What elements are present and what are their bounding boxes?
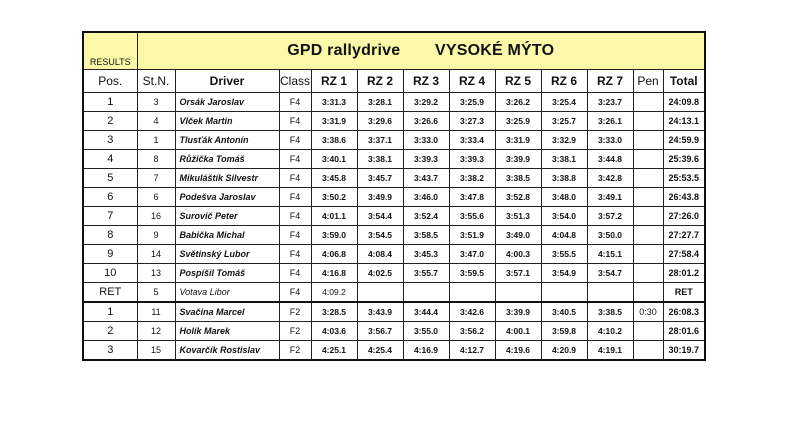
results-sheet xyxy=(82,31,704,361)
position-cell: 8 xyxy=(83,226,137,245)
table-row xyxy=(83,207,705,226)
stage-time-cell: 3:26.2 xyxy=(495,93,541,112)
penalty-cell xyxy=(633,283,663,303)
stage-time-cell: 3:55.5 xyxy=(541,245,587,264)
stage-time-cell: 3:38.1 xyxy=(541,150,587,169)
table-row xyxy=(83,264,705,283)
table-row xyxy=(83,150,705,169)
stage-time-cell: 3:50.2 xyxy=(311,188,357,207)
stage-time-cell: 3:59.8 xyxy=(541,322,587,341)
stage-time-cell: 3:55.6 xyxy=(449,207,495,226)
table-row xyxy=(83,283,705,303)
stage-time-cell xyxy=(357,283,403,303)
stage-time-cell: 4:01.1 xyxy=(311,207,357,226)
driver-cell: Mikuláštík Silvestr xyxy=(175,169,279,188)
start-number-cell: 5 xyxy=(137,283,175,303)
total-cell: 27:26.0 xyxy=(663,207,705,226)
stage-time-cell: 3:38.1 xyxy=(357,150,403,169)
position-cell: 2 xyxy=(83,112,137,131)
stage-time-cell: 3:57.1 xyxy=(495,264,541,283)
stage-time-cell: 3:38.2 xyxy=(449,169,495,188)
title-organizer: GPD rallydrive xyxy=(287,42,401,59)
table-row xyxy=(83,226,705,245)
penalty-cell xyxy=(633,188,663,207)
stage-time-cell: 3:29.2 xyxy=(403,93,449,112)
stage-time-cell xyxy=(495,283,541,303)
class-cell: F4 xyxy=(279,207,311,226)
stage-time-cell: 3:56.7 xyxy=(357,322,403,341)
stage-time-cell: 3:45.3 xyxy=(403,245,449,264)
penalty-cell xyxy=(633,112,663,131)
stage-time-cell: 3:33.0 xyxy=(403,131,449,150)
col-rz3: RZ 3 xyxy=(403,70,449,93)
stage-time-cell: 3:54.9 xyxy=(541,264,587,283)
start-number-cell: 1 xyxy=(137,131,175,150)
start-number-cell: 6 xyxy=(137,188,175,207)
total-cell: 28:01.2 xyxy=(663,264,705,283)
stage-time-cell: 4:25.1 xyxy=(311,341,357,361)
stage-time-cell: 3:38.6 xyxy=(311,131,357,150)
stage-time-cell: 3:43.7 xyxy=(403,169,449,188)
stage-time-cell: 3:25.7 xyxy=(541,112,587,131)
stage-time-cell: 3:38.5 xyxy=(587,302,633,322)
stage-time-cell xyxy=(403,283,449,303)
class-cell: F4 xyxy=(279,93,311,112)
penalty-cell xyxy=(633,131,663,150)
stage-time-cell: 3:45.8 xyxy=(311,169,357,188)
position-cell: 9 xyxy=(83,245,137,264)
total-cell: 26:08.3 xyxy=(663,302,705,322)
stage-time-cell: 3:46.0 xyxy=(403,188,449,207)
class-cell: F4 xyxy=(279,188,311,207)
penalty-cell xyxy=(633,322,663,341)
stage-time-cell: 3:31.3 xyxy=(311,93,357,112)
col-rz5: RZ 5 xyxy=(495,70,541,93)
stage-time-cell: 4:19.6 xyxy=(495,341,541,361)
table-row xyxy=(83,302,705,322)
stage-time-cell: 3:39.3 xyxy=(403,150,449,169)
table-row xyxy=(83,245,705,264)
driver-cell: Orsák Jaroslav xyxy=(175,93,279,112)
table-row xyxy=(83,188,705,207)
position-cell: 2 xyxy=(83,322,137,341)
stage-time-cell: 3:54.5 xyxy=(357,226,403,245)
penalty-cell xyxy=(633,93,663,112)
total-cell: 25:53.5 xyxy=(663,169,705,188)
position-cell: 6 xyxy=(83,188,137,207)
start-number-cell: 8 xyxy=(137,150,175,169)
stage-time-cell: 3:28.1 xyxy=(357,93,403,112)
penalty-cell xyxy=(633,150,663,169)
class-cell: F4 xyxy=(279,264,311,283)
class-cell: F4 xyxy=(279,131,311,150)
start-number-cell: 4 xyxy=(137,112,175,131)
driver-cell: Kovarčík Rostislav xyxy=(175,341,279,361)
class-cell: F4 xyxy=(279,169,311,188)
table-row xyxy=(83,169,705,188)
penalty-cell xyxy=(633,169,663,188)
class-cell: F4 xyxy=(279,245,311,264)
stage-time-cell: 3:25.9 xyxy=(449,93,495,112)
stage-time-cell: 4:03.6 xyxy=(311,322,357,341)
penalty-cell xyxy=(633,207,663,226)
stage-time-cell: 4:20.9 xyxy=(541,341,587,361)
stage-time-cell: 4:00.1 xyxy=(495,322,541,341)
col-rz6: RZ 6 xyxy=(541,70,587,93)
stage-time-cell: 4:04.8 xyxy=(541,226,587,245)
stage-time-cell: 3:57.2 xyxy=(587,207,633,226)
stage-time-cell: 3:39.9 xyxy=(495,302,541,322)
driver-cell: Votava Libor xyxy=(175,283,279,303)
stage-time-cell: 3:54.7 xyxy=(587,264,633,283)
driver-cell: Svačina Marcel xyxy=(175,302,279,322)
start-number-cell: 3 xyxy=(137,93,175,112)
penalty-cell xyxy=(633,341,663,361)
stage-time-cell: 4:16.8 xyxy=(311,264,357,283)
results-label: RESULTS xyxy=(83,32,137,70)
start-number-cell: 14 xyxy=(137,245,175,264)
stage-time-cell: 3:27.3 xyxy=(449,112,495,131)
title-row xyxy=(83,32,705,70)
stage-time-cell: 3:55.7 xyxy=(403,264,449,283)
stage-time-cell: 4:15.1 xyxy=(587,245,633,264)
stage-time-cell: 3:38.5 xyxy=(495,169,541,188)
stage-time-cell: 3:28.5 xyxy=(311,302,357,322)
table-row xyxy=(83,341,705,361)
table-row xyxy=(83,93,705,112)
stage-time-cell: 3:44.4 xyxy=(403,302,449,322)
total-cell: 26:43.8 xyxy=(663,188,705,207)
table-row xyxy=(83,131,705,150)
driver-cell: Pospíšil Tomáš xyxy=(175,264,279,283)
stage-time-cell: 3:54.4 xyxy=(357,207,403,226)
stage-time-cell: 3:29.6 xyxy=(357,112,403,131)
stage-time-cell: 3:50.0 xyxy=(587,226,633,245)
position-cell: 10 xyxy=(83,264,137,283)
column-header-row xyxy=(83,70,705,93)
driver-cell: Holík Marek xyxy=(175,322,279,341)
stage-time-cell: 3:42.6 xyxy=(449,302,495,322)
stage-time-cell: 4:08.4 xyxy=(357,245,403,264)
stage-time-cell: 3:47.8 xyxy=(449,188,495,207)
stage-time-cell: 3:45.7 xyxy=(357,169,403,188)
title-venue: VYSOKÉ MÝTO xyxy=(434,42,555,59)
stage-time-cell: 3:49.9 xyxy=(357,188,403,207)
class-cell: F4 xyxy=(279,112,311,131)
position-cell: 3 xyxy=(83,131,137,150)
total-cell: 24:13.1 xyxy=(663,112,705,131)
start-number-cell: 13 xyxy=(137,264,175,283)
stage-time-cell: 3:31.9 xyxy=(495,131,541,150)
class-cell: F2 xyxy=(279,322,311,341)
stage-time-cell: 4:10.2 xyxy=(587,322,633,341)
stage-time-cell: 3:52.4 xyxy=(403,207,449,226)
penalty-cell: 0:30 xyxy=(633,302,663,322)
start-number-cell: 11 xyxy=(137,302,175,322)
total-cell: 24:59.9 xyxy=(663,131,705,150)
stage-time-cell: 4:19.1 xyxy=(587,341,633,361)
driver-cell: Surovič Peter xyxy=(175,207,279,226)
stage-time-cell: 3:25.4 xyxy=(541,93,587,112)
total-cell: 27:58.4 xyxy=(663,245,705,264)
start-number-cell: 12 xyxy=(137,322,175,341)
total-cell: 24:09.8 xyxy=(663,93,705,112)
stage-time-cell: 3:51.3 xyxy=(495,207,541,226)
stage-time-cell: 3:37.1 xyxy=(357,131,403,150)
stage-time-cell: 3:33.4 xyxy=(449,131,495,150)
stage-time-cell: 4:09.2 xyxy=(311,283,357,303)
stage-time-cell: 3:47.0 xyxy=(449,245,495,264)
stage-time-cell: 3:51.9 xyxy=(449,226,495,245)
driver-cell: Vlček Martin xyxy=(175,112,279,131)
position-cell: 1 xyxy=(83,302,137,322)
stage-time-cell: 4:02.5 xyxy=(357,264,403,283)
col-total: Total xyxy=(663,70,705,93)
stage-time-cell: 3:40.1 xyxy=(311,150,357,169)
stage-time-cell: 3:32.9 xyxy=(541,131,587,150)
driver-cell: Tlusťák Antonín xyxy=(175,131,279,150)
driver-cell: Růžička Tomáš xyxy=(175,150,279,169)
driver-cell: Babička Michal xyxy=(175,226,279,245)
col-rz1: RZ 1 xyxy=(311,70,357,93)
col-rz7: RZ 7 xyxy=(587,70,633,93)
total-cell: 25:39.6 xyxy=(663,150,705,169)
total-cell: RET xyxy=(663,283,705,303)
stage-time-cell xyxy=(541,283,587,303)
position-cell: 3 xyxy=(83,341,137,361)
position-cell: 5 xyxy=(83,169,137,188)
stage-time-cell: 3:43.9 xyxy=(357,302,403,322)
penalty-cell xyxy=(633,264,663,283)
col-rz2: RZ 2 xyxy=(357,70,403,93)
class-cell: F2 xyxy=(279,302,311,322)
col-stn: St.N. xyxy=(137,70,175,93)
total-cell: 28:01.6 xyxy=(663,322,705,341)
stage-time-cell: 3:58.5 xyxy=(403,226,449,245)
start-number-cell: 9 xyxy=(137,226,175,245)
stage-time-cell: 3:39.9 xyxy=(495,150,541,169)
stage-time-cell: 3:38.8 xyxy=(541,169,587,188)
stage-time-cell: 4:16.9 xyxy=(403,341,449,361)
stage-time-cell: 3:31.9 xyxy=(311,112,357,131)
position-cell: RET xyxy=(83,283,137,303)
col-pen: Pen xyxy=(633,70,663,93)
class-cell: F4 xyxy=(279,150,311,169)
class-cell: F2 xyxy=(279,341,311,361)
total-cell: 30:19.7 xyxy=(663,341,705,361)
stage-time-cell: 3:59.0 xyxy=(311,226,357,245)
stage-time-cell: 3:56.2 xyxy=(449,322,495,341)
driver-cell: Podešva Jaroslav xyxy=(175,188,279,207)
start-number-cell: 7 xyxy=(137,169,175,188)
penalty-cell xyxy=(633,245,663,264)
total-cell: 27:27.7 xyxy=(663,226,705,245)
stage-time-cell: 3:49.0 xyxy=(495,226,541,245)
stage-time-cell: 3:33.0 xyxy=(587,131,633,150)
stage-time-cell: 3:54.0 xyxy=(541,207,587,226)
stage-time-cell: 3:55.0 xyxy=(403,322,449,341)
stage-time-cell: 4:00.3 xyxy=(495,245,541,264)
stage-time-cell: 3:59.5 xyxy=(449,264,495,283)
table-row xyxy=(83,112,705,131)
event-title xyxy=(137,32,705,70)
col-pos: Pos. xyxy=(83,70,137,93)
stage-time-cell: 3:25.9 xyxy=(495,112,541,131)
stage-time-cell: 3:23.7 xyxy=(587,93,633,112)
position-cell: 4 xyxy=(83,150,137,169)
stage-time-cell: 3:42.8 xyxy=(587,169,633,188)
class-cell: F4 xyxy=(279,283,311,303)
col-rz4: RZ 4 xyxy=(449,70,495,93)
stage-time-cell: 3:44.8 xyxy=(587,150,633,169)
position-cell: 7 xyxy=(83,207,137,226)
stage-time-cell: 4:06.8 xyxy=(311,245,357,264)
penalty-cell xyxy=(633,226,663,245)
results-table xyxy=(82,31,706,361)
class-cell: F4 xyxy=(279,226,311,245)
stage-time-cell: 3:39.3 xyxy=(449,150,495,169)
col-class: Class xyxy=(279,70,311,93)
table-row xyxy=(83,322,705,341)
stage-time-cell xyxy=(449,283,495,303)
stage-time-cell: 3:49.1 xyxy=(587,188,633,207)
stage-time-cell: 3:40.5 xyxy=(541,302,587,322)
start-number-cell: 15 xyxy=(137,341,175,361)
stage-time-cell: 3:52.8 xyxy=(495,188,541,207)
stage-time-cell: 4:25.4 xyxy=(357,341,403,361)
stage-time-cell: 3:48.0 xyxy=(541,188,587,207)
stage-time-cell xyxy=(587,283,633,303)
stage-time-cell: 3:26.6 xyxy=(403,112,449,131)
position-cell: 1 xyxy=(83,93,137,112)
driver-cell: Světinský Lubor xyxy=(175,245,279,264)
start-number-cell: 16 xyxy=(137,207,175,226)
col-driver: Driver xyxy=(175,70,279,93)
stage-time-cell: 3:26.1 xyxy=(587,112,633,131)
stage-time-cell: 4:12.7 xyxy=(449,341,495,361)
